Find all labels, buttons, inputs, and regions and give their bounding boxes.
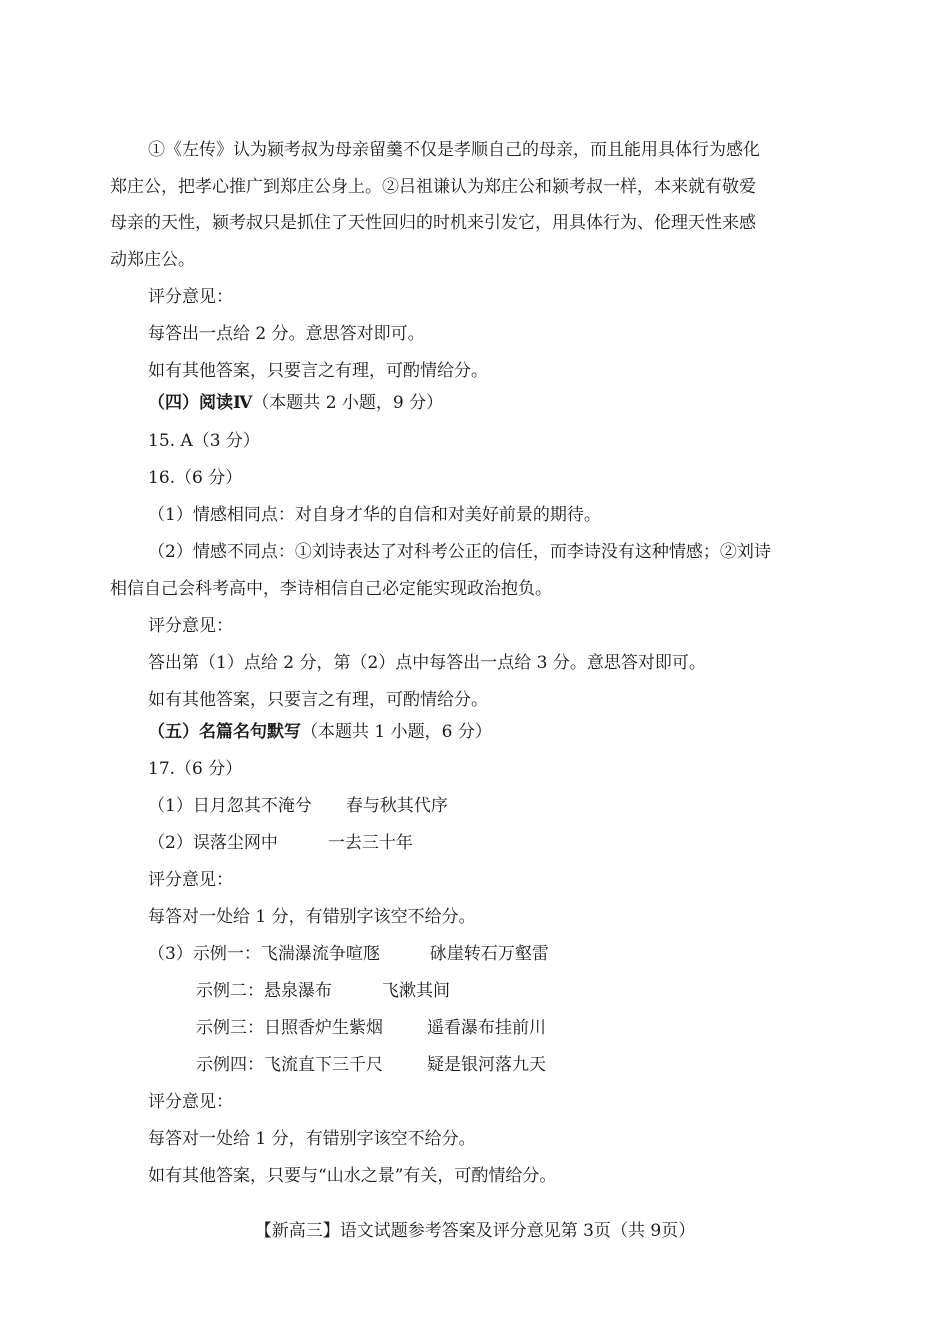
- section-5-heading: [148, 720, 845, 744]
- verse-part-1: 日月忽其不淹兮: [192, 796, 312, 816]
- answer-14-line-4: 动郑庄公。: [110, 250, 195, 270]
- grading-rule: 如有其他答案，只要言之有理，可酌情给分。: [148, 690, 488, 710]
- grading-rule: 答出第（1）点给 2 分，第（2）点中每答出一点给 3 分。意思答对即可。: [148, 653, 706, 673]
- answer-14-line-1: ①《左传》认为颍考叔为母亲留羹不仅是孝顺自己的母亲，而且能用具体行为感化: [148, 140, 760, 160]
- answer-14-line-2: 郑庄公，把孝心推广到郑庄公身上。②吕祖谦认为郑庄公和颍考叔一样，本来就有敬爱: [110, 177, 756, 197]
- grading-heading: 评分意见：: [148, 287, 233, 307]
- verse-part-2: 遥看瀑布挂前川: [427, 1018, 546, 1038]
- answer-17-header: 17.（6 分）: [148, 759, 243, 779]
- answer-16-header: 16.（6 分）: [148, 468, 243, 488]
- section-5-title: （五）名篇名句默写: [148, 722, 301, 742]
- section-4-title: （四）阅读Ⅳ: [148, 393, 253, 413]
- grading-rule: 每答对一处给 1 分，有错别字该空不给分。: [148, 1129, 476, 1149]
- grading-rule: 每答出一点给 2 分。意思答对即可。: [148, 324, 425, 344]
- answer-17-item-1: [148, 794, 845, 818]
- answer-17-item-2: [148, 831, 845, 855]
- grading-rule: 每答对一处给 1 分，有错别字该空不给分。: [148, 907, 476, 927]
- item-number: （2）: [148, 833, 193, 853]
- answer-17-item-3: [148, 942, 845, 966]
- verse-part-2: 砯崖转石万壑雷: [429, 944, 549, 964]
- example-label: 示例三：: [196, 1018, 264, 1038]
- verse-part-2: 一去三十年: [327, 833, 413, 853]
- verse-part-1: 飞湍瀑流争喧豗: [260, 944, 380, 964]
- verse-part-2: 春与秋其代序: [345, 796, 448, 816]
- item-number: （1）: [148, 796, 193, 816]
- verse-part-2: 飞漱其间: [382, 981, 450, 1001]
- example-label: 示例二：: [196, 981, 264, 1001]
- example-3: [196, 1016, 845, 1040]
- page-footer: 【新高三】语文试题参考答案及评分意见第 3页（共 9页）: [254, 1221, 696, 1241]
- verse-part-1: 悬泉瀑布: [264, 981, 332, 1001]
- answer-16-point-2-line-2: 相信自己会科考高中，李诗相信自己必定能实现政治抱负。: [110, 579, 552, 599]
- verse-part-1: 飞流直下三千尺: [264, 1055, 383, 1075]
- answer-14-line-3: 母亲的天性，颍考叔只是抓住了天性回归的时机来引发它，用具体行为、伦理天性来感: [110, 213, 756, 233]
- example-label: 示例四：: [196, 1055, 264, 1075]
- verse-part-1: 日照香炉生紫烟: [264, 1018, 383, 1038]
- example-4: [196, 1053, 845, 1077]
- grading-heading: 评分意见：: [148, 1092, 233, 1112]
- example-2: [196, 979, 845, 1003]
- answer-16-point-2-line-1: （2）情感不同点：①刘诗表达了对科考公正的信任，而李诗没有这种情感；②刘诗: [148, 542, 771, 562]
- verse-part-1: 误落尘网中: [192, 833, 278, 853]
- answer-15: 15. A（3 分）: [148, 431, 260, 451]
- grading-rule: 如有其他答案，只要与“山水之景”有关，可酌情给分。: [148, 1166, 557, 1186]
- example-label: 示例一：: [192, 944, 261, 964]
- section-4-note: （本题共 2 小题，9 分）: [252, 393, 444, 413]
- answer-16-point-1: （1）情感相同点：对自身才华的自信和对美好前景的期待。: [148, 505, 601, 525]
- grading-heading: 评分意见：: [148, 870, 233, 890]
- section-5-note: （本题共 1 小题，6 分）: [301, 722, 492, 742]
- item-number: （3）: [148, 944, 193, 964]
- grading-heading: 评分意见：: [148, 616, 233, 636]
- grading-rule: 如有其他答案，只要言之有理，可酌情给分。: [148, 361, 488, 381]
- verse-part-2: 疑是银河落九天: [427, 1055, 546, 1075]
- section-4-heading: [148, 391, 845, 415]
